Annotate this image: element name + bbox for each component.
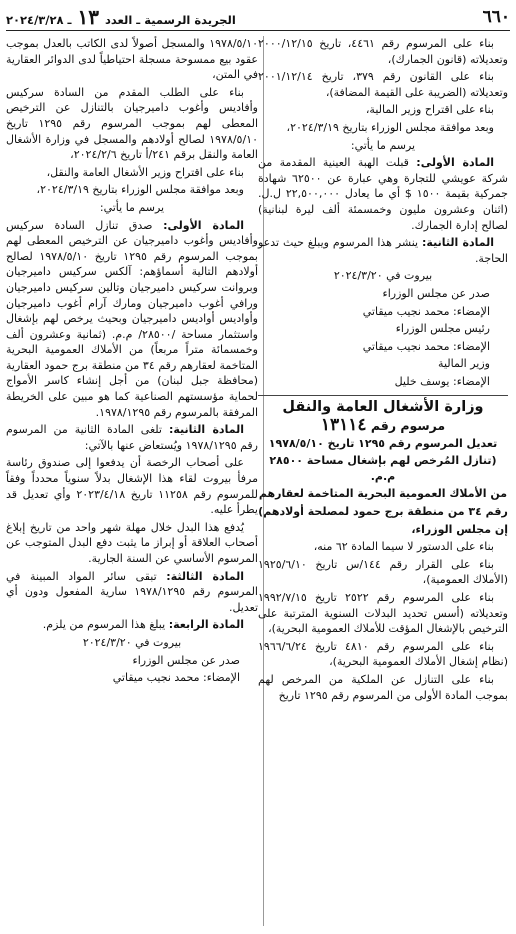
ministry-title: وزارة الأشغال العامة والنقل xyxy=(282,399,484,416)
issue-number: ١٣ xyxy=(77,5,99,29)
decree-subject-line: من الأملاك العمومية البحرية المتاخمة لعقارهم xyxy=(258,487,508,501)
article-label: المادة الثانية: xyxy=(422,236,494,250)
issued-by: صدر عن مجلس الوزراء xyxy=(382,286,490,300)
place-date: بيروت في ٢٠٢٤/٣/٢٠ xyxy=(82,635,182,649)
whereas-paragraph: بناء على اقتراح وزير الأشغال العامة والنقل، xyxy=(46,165,244,179)
article-1 xyxy=(258,155,508,233)
article-text: يبلغ هذا المرسوم من يلزم. xyxy=(42,618,166,632)
article-1 xyxy=(6,218,258,421)
article-4 xyxy=(6,617,258,633)
article-label: المادة الثانية: xyxy=(168,423,244,437)
whereas-paragraph: ١٩٧٨/٥/١٠ والمسجل أصولاً لدى الكاتب بالعدل بموجب عقود بيع ممسوحة مسجلة احتياطياً لدى الدوائر العقارية في المتن، xyxy=(6,37,258,82)
signature: الإمضاء: محمد نجيب ميقاتي xyxy=(362,304,490,318)
whereas-paragraph: بناء على التنازل عن الملكية من المرخص لهم بموجب المادة الأولى من المرسوم رقم ١٢٩٥ تاريخ xyxy=(258,672,508,702)
decree-line: يرسم ما يأتي: xyxy=(350,138,416,152)
page-header xyxy=(6,4,510,31)
decree-number: ١٣١١٤ xyxy=(320,415,367,436)
decree-line: يرسم ما يأتي: xyxy=(99,200,165,214)
signatory-title: رئيس مجلس الوزراء xyxy=(395,322,490,336)
article-3 xyxy=(6,569,258,616)
whereas-paragraph: وبعد موافقة مجلس الوزراء بتاريخ ٢٠٢٤/٣/١٩، xyxy=(36,183,244,197)
issued-by: صدر عن مجلس الوزراء xyxy=(132,653,240,667)
article-label: المادة الأولى: xyxy=(416,156,494,170)
signature: الإمضاء: يوسف خليل xyxy=(394,374,490,388)
article-2 xyxy=(258,235,508,266)
whereas-paragraph: بناء على المرسوم رقم ٤٨١٠ تاريخ ١٩٦٦/٦/٢٤ (نظام إشغال الأملاك العمومية البحرية)، xyxy=(258,639,508,669)
whereas-paragraph: وبعد موافقة مجلس الوزراء بتاريخ ٢٠٢٤/٣/١٩، xyxy=(286,120,494,134)
article-label: المادة الثالثة: xyxy=(166,569,244,583)
article-text: تلغى المادة الثانية من المرسوم رقم ١٩٧٨/١٢٩٥ ويُستعاض عنها بالآتي: xyxy=(6,423,258,452)
article-text: تبقى سائر المواد المبينة في المرسوم رقم ١٩٧٨/١٢٩٥ سارية المفعول ودون أي تعديل. xyxy=(6,569,258,614)
left-column xyxy=(6,36,258,688)
page-number: ٦٦٠ xyxy=(482,7,510,27)
whereas-paragraph: بناء على القرار رقم ١٤٤/س تاريخ ١٩٢٥/٦/١٠ (الأملاك العمومية)، xyxy=(258,557,508,587)
article-label: المادة الأولى: xyxy=(163,218,244,232)
decree-subject-line: (تنازل المُرخص لهم بإشغال مساحة ٢٨٥٠٠ م.م. xyxy=(269,454,497,483)
whereas-paragraph: بناء على القانون رقم ٣٧٩، تاريخ ٢٠٠١/١٢/١٤ وتعديلاته (الضريبة على القيمة المضافة)، xyxy=(258,70,508,99)
whereas-paragraph: بناء على المرسوم رقم ٢٥٢٢ تاريخ ١٩٩٢/٧/١٥ وتعديلاته (أسس تحديد البدلات السنوية المترتبة على الترخيص بالإشغال المؤقت للأملاك العمومية البحرية)، xyxy=(258,591,508,636)
whereas-paragraph: بناء على الطلب المقدم من السادة سركيس وأفاديس وأغوب داميرجيان بالتنازل عن الترخيص المعطى لهم بموجب المرسوم رقم ١٢٩٥ تاريخ ١٩٧٨/٥/١٠ لصالح أولادهم والمسجل في وزارة الأشغال العامة والنقل برقم ٢٤١/أ تاريخ ٢٠٢٤/٢/٦، xyxy=(6,85,259,162)
whereas-paragraph: بناء على المرسوم رقم ٤٤٦١، تاريخ ٢٠٠٠/١٢/١٥ وتعديلاته (قانون الجمارك)، xyxy=(258,37,508,66)
place-date: بيروت في ٢٠٢٤/٣/٢٠ xyxy=(333,269,433,283)
section-separator xyxy=(258,395,508,396)
gazette-title xyxy=(6,5,236,29)
issue-date: ـ ٢٠٢٤/٣/٢٨ xyxy=(6,13,72,27)
right-column xyxy=(258,36,508,705)
signature: الإمضاء: محمد نجيب ميقاتي xyxy=(362,339,490,353)
article-text: قبلت الهبة العينية المقدمة من شركة عويشي للتجارة وهي عبارة عن ٦٢٥٠٠ شهادة جمركية بقيمة ١٥٠٠ $ أي ما يعادل ٢٢,٥٠٠,٠٠٠ ل.ل. (اثنان وعشرون مليون وخمسمئة ألف ليرة لبنانية) لصالح إدارة الجمارك. xyxy=(258,156,509,232)
whereas-paragraph: بناء على الدستور لا سيما المادة ٦٢ منه، xyxy=(313,540,494,554)
article-2-quote: يُدفع هذا البدل خلال مهلة شهر واحد من تاريخ إبلاغ أصحاب العلاقة أو إبراز ما يثبت دفع البدل المتوجب عن المرسوم الأساسي عن السنة الجارية. xyxy=(6,520,258,565)
article-text: صدق تنازل السادة سركيس وأفاديس وأغوب داميرجيان عن الترخيص المعطى لهم بموجب المرسوم رقم ١٢٩٥ تاريخ ١٩٧٨/٥/١٠ لصالح أولادهم التالية أسماؤهم: آلكس سركيس داميرجيان وبروانت سركيس داميرجيان وتالين سركيس داميرجيان ورافي أغوب داميرجيان ومارك آرام أغوب داميرجيان وأواديس أواديس داميرجيان وبحيث يرخص لهم بإشغال واستثمار مساحة /٢٨٥٠٠/ م.م. (ثمانية وعشرون ألف وخمسمائة متراً مربعاً) من الأملاك العمومية البحرية المتاخمة لعقارهم رقم ٣٤ من منطقة برج حمود العقارية (محافظة جبل لبنان) من أجل إنشاء كاسر الأمواج لحماية مؤسستهم الصناعية كما هو مبين على الخريطة المرفقة بالمرسوم رقم ١٩٧٨/١٢٩٥. xyxy=(6,218,258,419)
decree-subject-line: تعديل المرسوم رقم ١٢٩٥ تاريخ ١٩٧٨/٥/١٠ xyxy=(268,436,498,450)
signature: الإمضاء: محمد نجيب ميقاتي xyxy=(112,671,240,685)
article-text: ينشر هذا المرسوم ويبلغ حيث تدعو الحاجة. xyxy=(258,236,508,265)
decree-subject-line: رقم ٣٤ من منطقة برج حمود لمصلحة أولادهم) xyxy=(258,505,508,519)
article-label: المادة الرابعة: xyxy=(168,618,244,632)
gazette-name: الجريدة الرسمية ـ العدد xyxy=(105,13,236,27)
whereas-paragraph: بناء على اقتراح وزير المالية، xyxy=(365,103,494,117)
decree-heading xyxy=(258,415,508,436)
decree-label: مرسوم رقم xyxy=(370,418,446,434)
council-line: إن مجلس الوزراء، xyxy=(411,522,508,536)
signatory-title: وزير المالية xyxy=(438,357,490,371)
article-2 xyxy=(6,422,258,453)
article-2-quote: على أصحاب الرخصة أن يدفعوا إلى صندوق رئاسة مرفأ بيروت لقاء هذا الإشغال بدلاً سنوياً محدداً وفقاً للمرسوم رقم ١١٢٥٨ تاريخ ٢٠٢٣/٤/١٨ وأي تعديل قد يطرأ عليه. xyxy=(6,456,258,517)
